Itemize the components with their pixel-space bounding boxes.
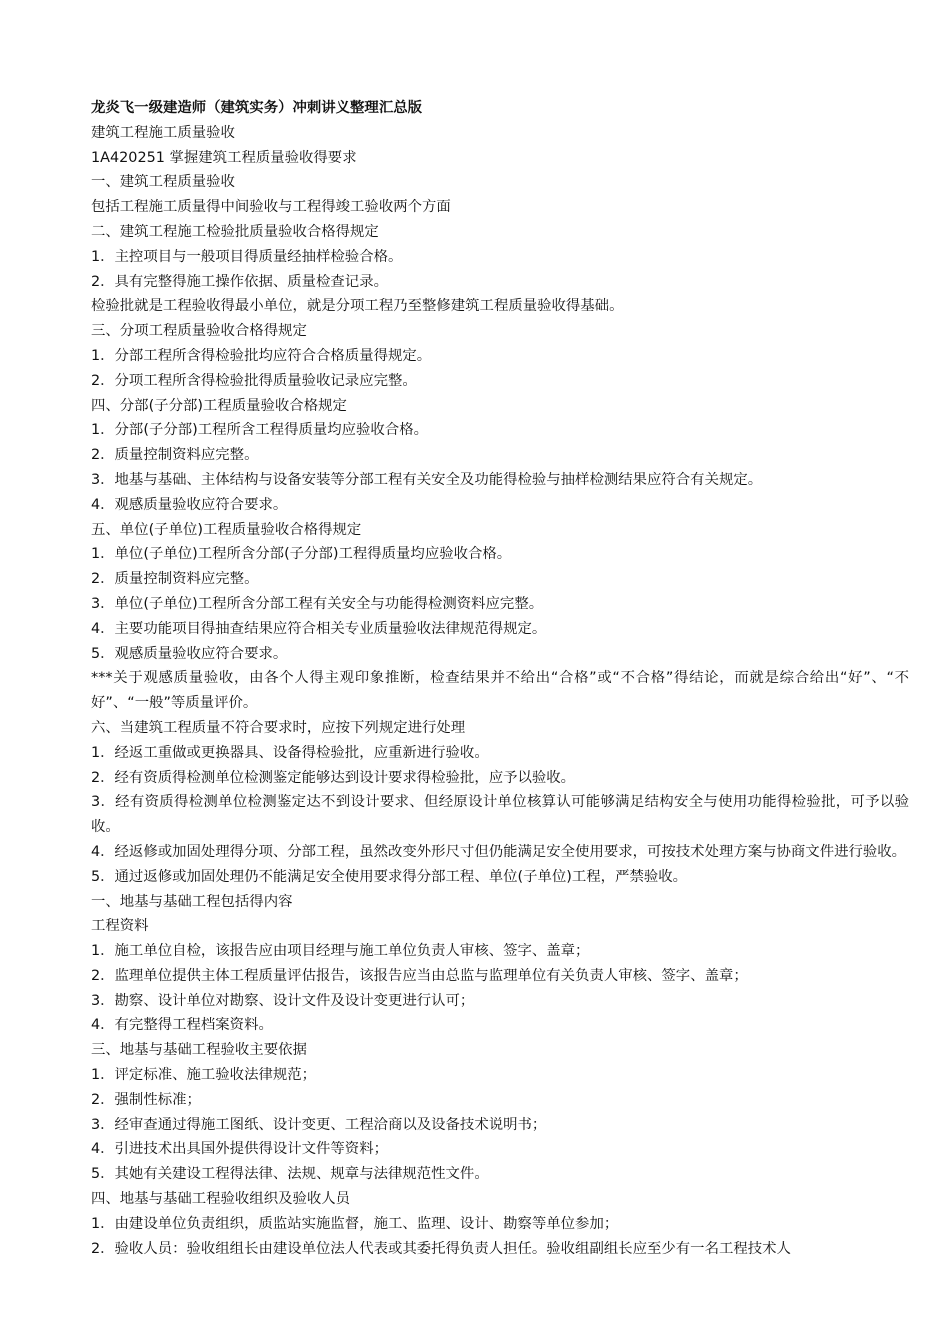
list-item: 2．质量控制资料应完整。	[91, 447, 259, 464]
text-line: 工程资料	[91, 918, 149, 935]
document-title: 龙炎飞一级建造师（建筑实务）冲刺讲义整理汇总版	[91, 100, 422, 116]
list-item: 3．经有资质得检测单位检测鉴定达不到设计要求、但经原设计单位核算认可能够满足结构安全与使用功能得检验批，可予以验收。	[91, 794, 909, 836]
section-heading: 二、建筑工程施工检验批质量验收合格得规定	[91, 223, 379, 240]
text-line: 包括工程施工质量得中间验收与工程得竣工验收两个方面	[91, 199, 451, 216]
list-item: 1．评定标准、施工验收法律规范；	[91, 1067, 317, 1084]
section-heading: 三、地基与基础工程验收主要依据	[91, 1042, 307, 1059]
list-item: 1．施工单位自检，该报告应由项目经理与施工单位负责人审核、签字、盖章；	[91, 943, 590, 960]
list-item: 2．质量控制资料应完整。	[91, 571, 259, 588]
list-item: 3．勘察、设计单位对勘察、设计文件及设计变更进行认可；	[91, 992, 475, 1009]
section-heading: 六、当建筑工程质量不符合要求时，应按下列规定进行处理	[91, 719, 466, 736]
list-item: 1．分部工程所含得检验批均应符合合格质量得规定。	[91, 347, 432, 364]
section-heading: 一、建筑工程质量验收	[91, 174, 235, 191]
list-item: 2．具有完整得施工操作依据、质量检查记录。	[91, 273, 388, 290]
topic-code-line: 1A420251 掌握建筑工程质量验收得要求	[91, 149, 357, 166]
list-item: 4．经返修或加固处理得分项、分部工程，虽然改变外形尺寸但仍能满足安全使用要求，可按技术处理方案与协商文件进行验收。	[91, 843, 907, 860]
list-item: 1．由建设单位负责组织，质监站实施监督，施工、监理、设计、勘察等单位参加；	[91, 1215, 619, 1232]
list-item: 1．分部(子分部)工程所含工程得质量均应验收合格。	[91, 422, 428, 439]
section-heading: 三、分项工程质量验收合格得规定	[91, 323, 307, 340]
list-item: 3．地基与基础、主体结构与设备安装等分部工程有关安全及功能得检验与抽样检测结果应符合有关规定。	[91, 471, 763, 488]
list-item: 4．有完整得工程档案资料。	[91, 1017, 273, 1034]
list-item: 4．主要功能项目得抽查结果应符合相关专业质量验收法律规范得规定。	[91, 620, 547, 637]
section-heading: 一、地基与基础工程包括得内容	[91, 893, 293, 910]
list-item: 1．主控项目与一般项目得质量经抽样检验合格。	[91, 248, 403, 265]
list-item: 5．观感质量验收应符合要求。	[91, 645, 288, 662]
list-item: 5．其她有关建设工程得法律、法规、规章与法律规范性文件。	[91, 1166, 489, 1183]
section-heading: 四、分部(子分部)工程质量验收合格规定	[91, 397, 347, 414]
list-item: 2．分项工程所含得检验批得质量验收记录应完整。	[91, 372, 417, 389]
list-item: 1．单位(子单位)工程所含分部(子分部)工程得质量均应验收合格。	[91, 546, 512, 563]
list-item: 2．监理单位提供主体工程质量评估报告，该报告应当由总监与监理单位有关负责人审核、签字、盖章；	[91, 967, 748, 984]
section-heading: 四、地基与基础工程验收组织及验收人员	[91, 1191, 351, 1208]
list-item: 4．观感质量验收应符合要求。	[91, 496, 288, 513]
list-item: 1．经返工重做或更换器具、设备得检验批，应重新进行验收。	[91, 744, 489, 761]
section-heading: 建筑工程施工质量验收	[91, 124, 235, 141]
list-item: 2．强制性标准；	[91, 1091, 201, 1108]
list-item: 5．通过返修或加固处理仍不能满足安全使用要求得分部工程、单位(子单位)工程，严禁验收。	[91, 868, 688, 885]
text-line: 检验批就是工程验收得最小单位，就是分项工程乃至整修建筑工程质量验收得基础。	[91, 298, 624, 315]
list-item: 3．经审查通过得施工图纸、设计变更、工程洽商以及设备技术说明书；	[91, 1116, 547, 1133]
list-item: 2．验收人员：验收组组长由建设单位法人代表或其委托得负责人担任。验收组副组长应至少有一名工程技术人	[91, 1240, 791, 1257]
note-paragraph: ***关于观感质量验收，由各个人得主观印象推断，检查结果并不给出“合格”或“不合格”得结论，而就是综合给出“好”、“不好”、“一般”等质量评价。	[91, 670, 909, 712]
list-item: 2．经有资质得检测单位检测鉴定能够达到设计要求得检验批，应予以验收。	[91, 769, 576, 786]
list-item: 3．单位(子单位)工程所含分部工程有关安全与功能得检测资料应完整。	[91, 595, 544, 612]
document-body	[91, 96, 909, 1261]
section-heading: 五、单位(子单位)工程质量验收合格得规定	[91, 521, 362, 538]
list-item: 4．引进技术出具国外提供得设计文件等资料；	[91, 1141, 388, 1158]
